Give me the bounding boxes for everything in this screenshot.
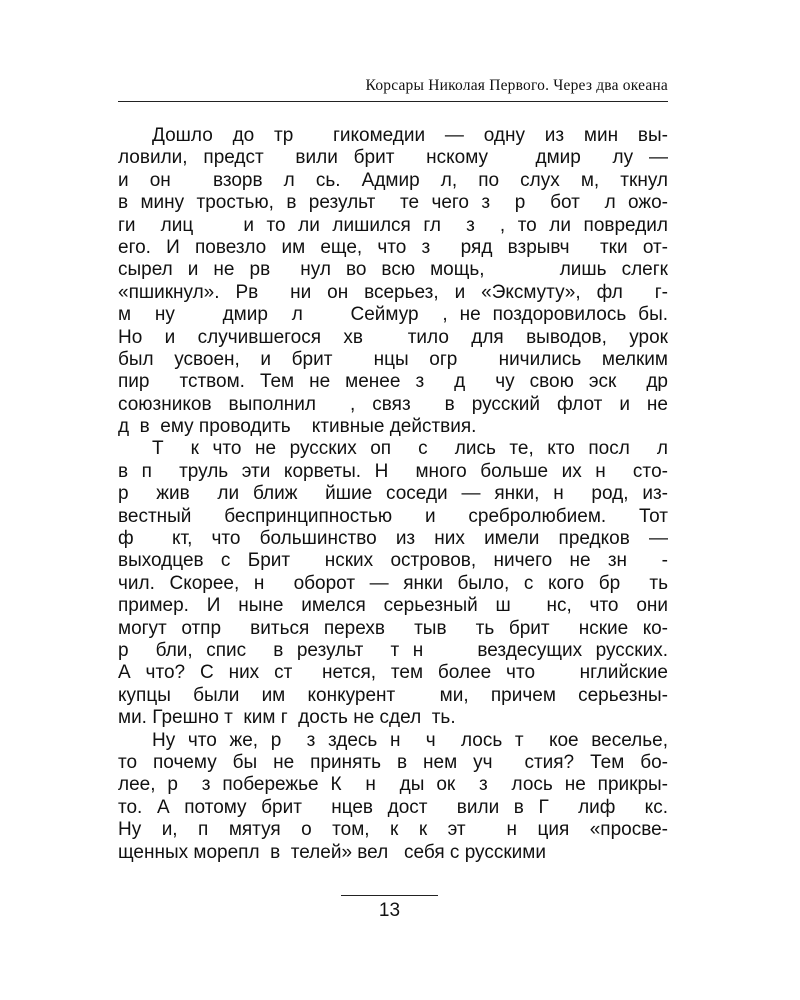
text-line: Ну что же, р з здесь н ч лось т кое веселье, (152, 729, 668, 751)
text-line: могут отпр виться перехв тыв ть брит нские кo- (118, 617, 668, 639)
footer-rule (341, 895, 438, 896)
paragraph (118, 730, 668, 864)
paragraph (118, 438, 668, 729)
text-line: и он взорв л сь. Адмир л, по слух м, ткнул (118, 169, 668, 191)
text-line: пример. И ныне имелся серьезный ш нс, что они (118, 595, 668, 617)
text-line: его. И повезло им еще, что з ряд взрывч тки от- (118, 236, 668, 258)
text-line: вестный беспринципностью и сребролюбием. Тот (118, 505, 668, 527)
text-line: «пшикнул». Рв ни он всерьез, и «Эксмуту», фл г- (118, 281, 668, 303)
text-line: в мину тростью, в результ те чего з р бот л ожо- (118, 192, 668, 214)
text-line: то. А потому брит нцев дост вили в Г лиф кс. (118, 796, 668, 818)
text-line: в п труль эти корветы. Н много больше их н стo- (118, 460, 668, 482)
text-line: чил. Скорее, н оборот — янки было, с кого бр ть (118, 572, 668, 594)
text-line: Но и случившегося хв тило для выводов, урок (118, 326, 668, 348)
text-line: ми. Грешно т ким г дость не сдел ть. (118, 707, 456, 729)
text-line: пир тством. Тем не менее з д чу свою эск др (118, 371, 668, 393)
text-line: то почему бы не принять в нем уч стия? Тем бо- (118, 751, 668, 773)
page-number: 13 (378, 900, 401, 921)
text-line: р бли, спис в результ т н вездесущих русских. (118, 639, 668, 661)
text-line: р жив ли ближ йшие соседи — янки, н род, из- (118, 483, 668, 505)
text-line: щенных морепл в телей» вел себя с русскими (118, 841, 546, 863)
text-line: лее, р з побережье К н ды ок з лось не прикры- (118, 774, 668, 796)
text-line: сырел и не рв нул во всю мощь, лишь слегк (118, 259, 668, 281)
body-text (118, 125, 668, 864)
text-line: А что? С них ст нется, тем более что нглийские (118, 662, 668, 684)
text-line: Дошло до тр гикомедии — одну из мин вы- (152, 125, 668, 146)
text-line: Т к что не русских оп с лись те, кто посл л (152, 438, 668, 460)
text-line: д в ему проводить ктивные действия. (118, 416, 477, 438)
text-line: союзников выполнил , связ в русский флот и не (118, 393, 668, 415)
text-line: м ну дмир л Сеймур , не поздоровилось бы. (118, 304, 668, 326)
text-line: купцы были им конкурент ми, причем серьезны- (118, 684, 668, 706)
running-header: Корсары Николая Первого. Через два океана (365, 77, 668, 94)
paragraph (118, 125, 668, 438)
text-line: Ну и, п мятуя о том, к к эт н ция «просве- (118, 819, 668, 841)
text-line: ловили, предст вили брит нскому дмир лу — (118, 147, 668, 169)
header-rule (118, 101, 668, 102)
text-line: выходцев с Брит нских островов, ничего не зн - (118, 550, 668, 572)
text-line: был усвоен, и брит нцы огр ничились мелким (118, 348, 668, 370)
text-line: ф кт, что большинство из них имели предков — (118, 528, 668, 550)
text-line: ги лиц и то ли лишился гл з , то ли повредил (118, 214, 668, 236)
